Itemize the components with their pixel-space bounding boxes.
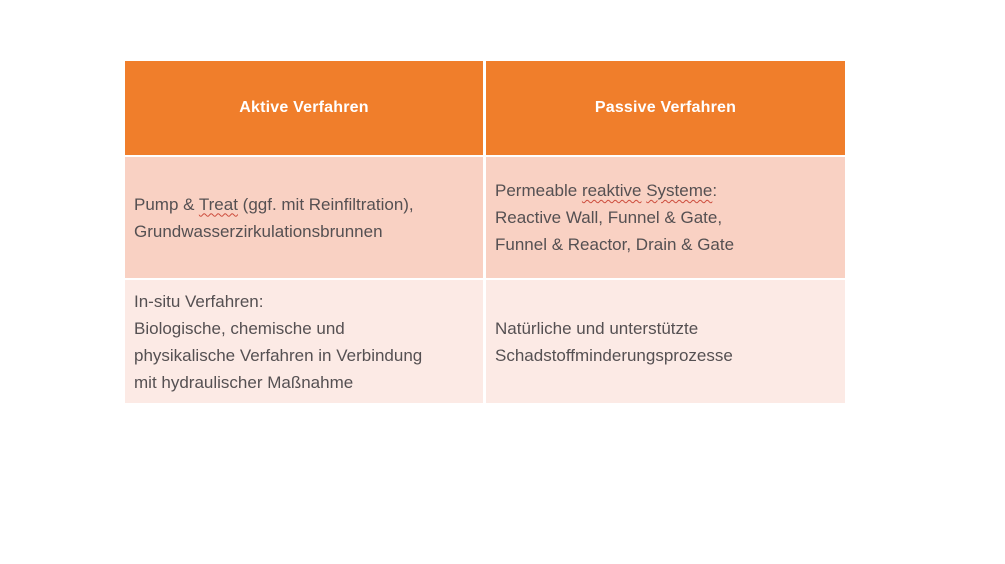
cell-pump-and-treat	[125, 157, 483, 278]
cell-in-situ-verfahren	[125, 280, 483, 403]
cell-line	[134, 342, 475, 369]
cell-line	[495, 315, 837, 342]
header-label: Aktive Verfahren	[239, 99, 369, 116]
text-segment: :	[712, 181, 718, 200]
cell-line	[134, 369, 475, 396]
cell-permeable-reactive-systems	[486, 157, 845, 278]
header-passive-verfahren	[486, 61, 845, 155]
header-label: Passive Verfahren	[594, 99, 737, 116]
cell-line	[495, 231, 837, 258]
misspelled-word: Systeme	[646, 181, 713, 200]
text-segment: Funnel & Reactor, Drain & Gate	[495, 235, 735, 254]
cell-line	[134, 315, 475, 342]
cell-line	[495, 204, 837, 231]
text-segment: Reactive Wall, Funnel & Gate,	[495, 208, 723, 227]
cell-line	[134, 288, 475, 315]
text-segment: Biologische, chemische und	[134, 318, 345, 338]
misspelled-word: reaktive	[581, 181, 642, 200]
text-segment: (ggf. mit Reinfiltration),	[237, 194, 414, 214]
text-segment: Natürliche und unterstützte	[495, 318, 699, 338]
text-segment: mit hydraulischer Maßnahme	[134, 372, 354, 392]
text-segment: Schadstoffminderungsprozesse	[495, 345, 733, 365]
cell-line	[495, 177, 837, 204]
text-segment: In-situ Verfahren:	[134, 291, 264, 311]
misspelled-word: Treat	[198, 194, 238, 214]
text-segment: Permeable	[495, 181, 582, 200]
verfahren-table	[125, 61, 845, 403]
cell-line	[134, 218, 475, 245]
text-segment: Pump &	[134, 194, 199, 214]
cell-line	[495, 342, 837, 369]
text-segment: Grundwasserzirkulationsbrunnen	[134, 221, 383, 241]
text-segment: physikalische Verfahren in Verbindung	[134, 345, 423, 365]
cell-line	[134, 191, 475, 218]
cell-natural-attenuation	[486, 280, 845, 403]
header-aktive-verfahren	[125, 61, 483, 155]
